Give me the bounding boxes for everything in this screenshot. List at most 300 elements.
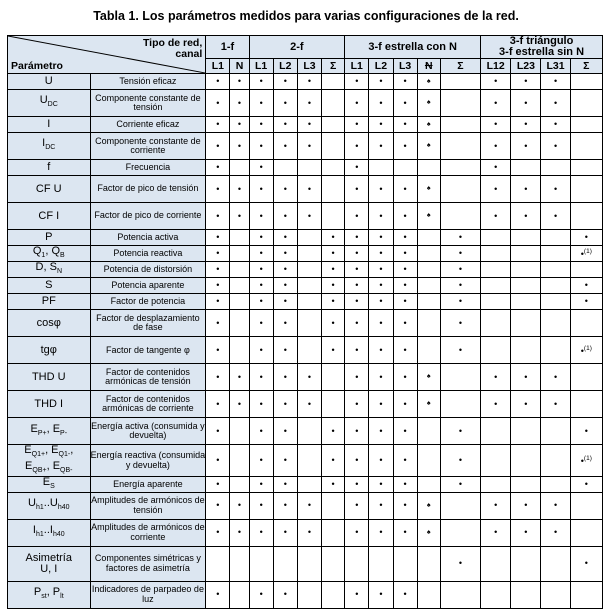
- cell-n-1: [230, 246, 249, 262]
- param-symbol: $I_{h1}..I_{h40}$: [8, 519, 91, 546]
- dot-mark: •: [297, 176, 321, 203]
- dot-mark: •: [511, 492, 541, 519]
- dot-mark: •: [369, 294, 393, 310]
- cell-sum-5: [322, 492, 345, 519]
- cell-n-1: [230, 310, 249, 337]
- dot-mark: •: [369, 418, 393, 445]
- cell-l12-11: [481, 310, 511, 337]
- dot-mark: •: [481, 519, 511, 546]
- cell-sum-14: [570, 262, 602, 278]
- dot-mark: •: [297, 519, 321, 546]
- dot-mark: •: [570, 476, 602, 492]
- dot-mark: •: [393, 278, 417, 294]
- table-row: [8, 203, 603, 230]
- cell-l12-11: [481, 262, 511, 278]
- param-description: Factor de tangente φ: [90, 337, 206, 364]
- dot-mark: •: [541, 391, 570, 418]
- dot-mark: •: [481, 90, 511, 117]
- param-description: Energía activa (consumida y devuelta): [90, 418, 206, 445]
- dot-mark: •: [570, 418, 602, 445]
- dot-mark: •: [481, 74, 511, 90]
- dot-mark: •: [273, 278, 297, 294]
- cell-n-9: [417, 476, 440, 492]
- cell-l23-12: [511, 278, 541, 294]
- cell-l3-8: [393, 546, 417, 581]
- dot-mark: •: [345, 310, 369, 337]
- dot-mark: •: [273, 391, 297, 418]
- group-1f: 1-f: [206, 36, 249, 59]
- cell-sum-14: [570, 74, 602, 90]
- cell-l12-11: [481, 581, 511, 608]
- dot-mark: •: [249, 262, 273, 278]
- dot-mark: •: [206, 445, 230, 476]
- table-row: [8, 160, 603, 176]
- dot-mark: •: [369, 476, 393, 492]
- dot-mark: •: [345, 294, 369, 310]
- channel-header-2: L1: [249, 59, 273, 74]
- dot-mark: •: [345, 176, 369, 203]
- dot-mark: •: [393, 230, 417, 246]
- cell-sum-10: [440, 90, 480, 117]
- dot-mark: •: [541, 74, 570, 90]
- cell-n-9: [417, 294, 440, 310]
- cell-sum-5: [322, 90, 345, 117]
- dot-mark: •: [345, 581, 369, 608]
- param-symbol: Asimetría U, I: [8, 546, 91, 581]
- dot-mark: •: [345, 160, 369, 176]
- cell-sum-14: [570, 519, 602, 546]
- cell-l31-13: [541, 310, 570, 337]
- dot-mark: •: [570, 230, 602, 246]
- table-row: [8, 262, 603, 278]
- dot-mark: •: [206, 310, 230, 337]
- cell-l3-4: [297, 337, 321, 364]
- table-row: [8, 581, 603, 608]
- dot-mark: •: [369, 337, 393, 364]
- param-symbol: cosφ: [8, 310, 91, 337]
- channel-header-3: L2: [273, 59, 297, 74]
- dot-mark: •: [273, 492, 297, 519]
- table-row: [8, 546, 603, 581]
- dot-mark: •: [206, 160, 230, 176]
- table-row: [8, 294, 603, 310]
- dot-mark: •: [511, 117, 541, 133]
- param-symbol: P: [8, 230, 91, 246]
- dot-mark: •: [369, 117, 393, 133]
- dot-mark: •: [345, 117, 369, 133]
- dot-mark: •: [345, 230, 369, 246]
- cell-sum-10: [440, 160, 480, 176]
- param-description: Potencia aparente: [90, 278, 206, 294]
- cell-sum-10: [440, 133, 480, 160]
- cell-sum-5: [322, 364, 345, 391]
- dot-mark: •: [206, 519, 230, 546]
- cell-l12-11: [481, 418, 511, 445]
- dot-mark: •: [230, 176, 249, 203]
- param-symbol: $Q_1$, $Q_B$: [8, 246, 91, 262]
- dot-mark: •: [440, 278, 480, 294]
- param-description: Factor de potencia: [90, 294, 206, 310]
- dot-mark: •: [249, 133, 273, 160]
- dot-mark: •: [273, 337, 297, 364]
- cell-sum-10: [440, 117, 480, 133]
- cell-l23-12: [511, 445, 541, 476]
- param-description: Amplitudes de armónicos de corriente: [90, 519, 206, 546]
- dot-mark: •: [230, 90, 249, 117]
- dot-mark: •: [541, 90, 570, 117]
- dot-mark: •: [297, 74, 321, 90]
- cell-l31-13: [541, 418, 570, 445]
- dot-mark: •: [297, 391, 321, 418]
- spade-mark: ♠: [417, 391, 440, 418]
- dot-mark: •: [206, 90, 230, 117]
- dot-mark: •: [297, 133, 321, 160]
- dot-mark: •: [322, 230, 345, 246]
- dot-mark: •: [393, 203, 417, 230]
- cell-l3-4: [297, 230, 321, 246]
- cell-sum-14: [570, 117, 602, 133]
- cell-l31-13: [541, 581, 570, 608]
- cell-sum-14: [570, 176, 602, 203]
- cell-l3-4: [297, 310, 321, 337]
- param-description: Indicadores de parpadeo de luz: [90, 581, 206, 608]
- dot-mark: •: [322, 418, 345, 445]
- channel-header-11: L12: [481, 59, 511, 74]
- dot-mark: •: [206, 203, 230, 230]
- group-3f-delta-line1: 3-f triángulo: [509, 35, 574, 47]
- dot-mark: •: [273, 364, 297, 391]
- dot-mark: •: [440, 546, 480, 581]
- channel-header-7: L2: [369, 59, 393, 74]
- dot-mark: •: [249, 74, 273, 90]
- dot-mark: •: [393, 176, 417, 203]
- cell-l31-13: [541, 546, 570, 581]
- dot-mark: •: [206, 176, 230, 203]
- dot-footnote-mark: •$^{(1)}$: [570, 445, 602, 476]
- cell-n-9: [417, 546, 440, 581]
- cell-l23-12: [511, 476, 541, 492]
- dot-mark: •: [345, 246, 369, 262]
- spade-mark: ♠: [417, 74, 440, 90]
- cell-l23-12: [511, 337, 541, 364]
- dot-mark: •: [511, 364, 541, 391]
- dot-mark: •: [345, 90, 369, 117]
- cell-n-1: [230, 230, 249, 246]
- dot-mark: •: [206, 74, 230, 90]
- dot-mark: •: [440, 262, 480, 278]
- cell-l12-11: [481, 476, 511, 492]
- cell-sum-10: [440, 519, 480, 546]
- cell-sum-10: [440, 74, 480, 90]
- dot-mark: •: [481, 133, 511, 160]
- dot-mark: •: [322, 262, 345, 278]
- cell-sum-14: [570, 203, 602, 230]
- dot-mark: •: [369, 391, 393, 418]
- dot-mark: •: [273, 310, 297, 337]
- dot-mark: •: [345, 133, 369, 160]
- cell-l2-7: [369, 160, 393, 176]
- dot-mark: •: [393, 391, 417, 418]
- dot-mark: •: [249, 160, 273, 176]
- param-symbol: THD I: [8, 391, 91, 418]
- dot-mark: •: [369, 581, 393, 608]
- dot-mark: •: [369, 203, 393, 230]
- dot-mark: •: [570, 278, 602, 294]
- dot-mark: •: [570, 294, 602, 310]
- dot-mark: •: [322, 278, 345, 294]
- dot-mark: •: [345, 476, 369, 492]
- cell-sum-5: [322, 176, 345, 203]
- dot-mark: •: [511, 203, 541, 230]
- cell-n-9: [417, 445, 440, 476]
- cell-l12-11: [481, 230, 511, 246]
- spade-mark: ♠: [417, 117, 440, 133]
- dot-mark: •: [369, 246, 393, 262]
- dot-mark: •: [206, 337, 230, 364]
- channel-header-13: L31: [541, 59, 570, 74]
- network-type-line1: Tipo de red,: [142, 37, 203, 49]
- cell-sum-5: [322, 133, 345, 160]
- dot-mark: •: [393, 492, 417, 519]
- param-description: Factor de pico de tensión: [90, 176, 206, 203]
- dot-mark: •: [345, 364, 369, 391]
- param-description: Factor de contenidos armónicas de corriente: [90, 391, 206, 418]
- dot-mark: •: [273, 476, 297, 492]
- cell-sum-14: [570, 492, 602, 519]
- param-description: Energía aparente: [90, 476, 206, 492]
- cell-n-9: [417, 581, 440, 608]
- dot-mark: •: [273, 262, 297, 278]
- cell-l31-13: [541, 246, 570, 262]
- table-row: [8, 337, 603, 364]
- group-3f-delta: [481, 36, 603, 59]
- param-symbol: U: [8, 74, 91, 90]
- dot-mark: •: [273, 133, 297, 160]
- cell-l31-13: [541, 337, 570, 364]
- channel-header-5: Σ: [322, 59, 345, 74]
- dot-mark: •: [511, 90, 541, 117]
- dot-mark: •: [206, 262, 230, 278]
- dot-mark: •: [541, 364, 570, 391]
- cell-n-9: [417, 418, 440, 445]
- dot-mark: •: [481, 364, 511, 391]
- dot-mark: •: [345, 445, 369, 476]
- dot-mark: •: [393, 294, 417, 310]
- cell-n-9: [417, 230, 440, 246]
- dot-mark: •: [345, 391, 369, 418]
- dot-mark: •: [249, 418, 273, 445]
- network-type-label: [143, 38, 202, 60]
- dot-mark: •: [345, 418, 369, 445]
- dot-mark: •: [297, 203, 321, 230]
- table-row: [8, 246, 603, 262]
- cell-l3-4: [297, 476, 321, 492]
- dot-mark: •: [249, 391, 273, 418]
- dot-mark: •: [393, 133, 417, 160]
- dot-mark: •: [206, 294, 230, 310]
- spade-mark: ♠: [417, 176, 440, 203]
- parameter-label: Parámetro: [11, 60, 63, 72]
- network-type-line2: canal: [175, 48, 203, 60]
- dot-mark: •: [541, 117, 570, 133]
- cell-l1-2: [249, 546, 273, 581]
- dot-mark: •: [393, 337, 417, 364]
- cell-sum-10: [440, 492, 480, 519]
- dot-mark: •: [393, 90, 417, 117]
- channel-header-8: L3: [393, 59, 417, 74]
- table-row: [8, 74, 603, 90]
- cell-n-9: [417, 278, 440, 294]
- cell-sum-10: [440, 364, 480, 391]
- group-3f-delta-line2: 3-f estrella sin N: [499, 46, 585, 58]
- dot-mark: •: [369, 74, 393, 90]
- dot-mark: •: [440, 230, 480, 246]
- dot-mark: •: [345, 203, 369, 230]
- dot-mark: •: [297, 90, 321, 117]
- cell-sum-10: [440, 176, 480, 203]
- dot-mark: •: [230, 492, 249, 519]
- cell-l31-13: [541, 230, 570, 246]
- cell-n-1: [230, 445, 249, 476]
- dot-mark: •: [206, 117, 230, 133]
- cell-l23-12: [511, 230, 541, 246]
- dot-mark: •: [369, 230, 393, 246]
- table-row: [8, 476, 603, 492]
- cell-sum-14: [570, 364, 602, 391]
- channel-header-1: N: [230, 59, 249, 74]
- param-symbol: CF U: [8, 176, 91, 203]
- dot-mark: •: [206, 246, 230, 262]
- param-description: Amplitudes de armónicos de tensión: [90, 492, 206, 519]
- dot-mark: •: [345, 492, 369, 519]
- cell-l23-12: [511, 294, 541, 310]
- param-description: Componente constante de tensión: [90, 90, 206, 117]
- param-symbol: $E_{Q1+}$, $E_{Q1-}$, $E_{QB+}$, $E_{QB-}$: [8, 445, 91, 476]
- cell-sum-5: [322, 117, 345, 133]
- dot-mark: •: [393, 364, 417, 391]
- cell-l23-12: [511, 262, 541, 278]
- table-row: [8, 176, 603, 203]
- param-description: Componentes simétricas y factores de asimetría: [90, 546, 206, 581]
- cell-sum-10: [440, 391, 480, 418]
- param-description: Tensión eficaz: [90, 74, 206, 90]
- spade-mark: ♠: [417, 203, 440, 230]
- cell-l23-12: [511, 581, 541, 608]
- table-caption: Tabla 1. Los parámetros medidos para varias configuraciones de la red.: [93, 9, 519, 23]
- cell-sum-5: [322, 203, 345, 230]
- dot-mark: •: [249, 176, 273, 203]
- cell-l2-3: [273, 546, 297, 581]
- dot-mark: •: [541, 176, 570, 203]
- cell-l31-13: [541, 294, 570, 310]
- cell-sum-14: [570, 310, 602, 337]
- dot-mark: •: [273, 294, 297, 310]
- param-symbol: I: [8, 117, 91, 133]
- dot-mark: •: [230, 519, 249, 546]
- cell-n-1: [230, 476, 249, 492]
- cell-l3-4: [297, 262, 321, 278]
- dot-mark: •: [273, 519, 297, 546]
- dot-mark: •: [393, 476, 417, 492]
- cell-sum-14: [570, 160, 602, 176]
- dot-mark: •: [249, 337, 273, 364]
- dot-mark: •: [206, 418, 230, 445]
- dot-mark: •: [273, 418, 297, 445]
- dot-mark: •: [481, 492, 511, 519]
- dot-mark: •: [249, 230, 273, 246]
- dot-mark: •: [273, 230, 297, 246]
- dot-mark: •: [297, 117, 321, 133]
- param-symbol: $U_{DC}$: [8, 90, 91, 117]
- param-description: Corriente eficaz: [90, 117, 206, 133]
- param-description: Potencia activa: [90, 230, 206, 246]
- dot-mark: •: [369, 445, 393, 476]
- param-description: Potencia reactiva: [90, 246, 206, 262]
- dot-mark: •: [481, 117, 511, 133]
- dot-mark: •: [369, 364, 393, 391]
- table-row: [8, 391, 603, 418]
- cell-l2-3: [273, 160, 297, 176]
- spade-mark: ♠: [417, 133, 440, 160]
- dot-mark: •: [481, 203, 511, 230]
- param-symbol: $E_{P+}$, $E_{P-}$: [8, 418, 91, 445]
- param-symbol: $U_{h1}..U_{h40}$: [8, 492, 91, 519]
- dot-mark: •: [481, 176, 511, 203]
- channel-header-4: L3: [297, 59, 321, 74]
- cell-n-9: [417, 337, 440, 364]
- dot-mark: •: [369, 492, 393, 519]
- cell-l12-11: [481, 546, 511, 581]
- dot-mark: •: [369, 310, 393, 337]
- channel-header-12: L23: [511, 59, 541, 74]
- cell-l23-12: [511, 246, 541, 262]
- dot-mark: •: [249, 310, 273, 337]
- param-symbol: $I_{DC}$: [8, 133, 91, 160]
- cell-l23-12: [511, 310, 541, 337]
- dot-mark: •: [481, 160, 511, 176]
- dot-mark: •: [440, 476, 480, 492]
- cell-n-1: [230, 160, 249, 176]
- dot-mark: •: [206, 476, 230, 492]
- cell-l1-6: [345, 546, 369, 581]
- cell-l3-4: [297, 418, 321, 445]
- group-3f-star-n: 3-f estrella con N: [345, 36, 481, 59]
- cell-sum-5: [322, 74, 345, 90]
- dot-mark: •: [230, 364, 249, 391]
- cell-l1-0: [206, 546, 230, 581]
- dot-mark: •: [206, 364, 230, 391]
- dot-mark: •: [273, 176, 297, 203]
- table-row: [8, 278, 603, 294]
- dot-mark: •: [322, 476, 345, 492]
- dot-mark: •: [206, 133, 230, 160]
- dot-mark: •: [322, 294, 345, 310]
- dot-mark: •: [393, 519, 417, 546]
- dot-mark: •: [249, 117, 273, 133]
- dot-mark: •: [206, 278, 230, 294]
- param-description: Factor de pico de corriente: [90, 203, 206, 230]
- table-row: [8, 230, 603, 246]
- dot-mark: •: [249, 492, 273, 519]
- table-row: [8, 310, 603, 337]
- dot-mark: •: [345, 519, 369, 546]
- dot-mark: •: [393, 581, 417, 608]
- dot-mark: •: [541, 133, 570, 160]
- table-row: [8, 133, 603, 160]
- dot-mark: •: [393, 74, 417, 90]
- dot-mark: •: [541, 203, 570, 230]
- dot-footnote-mark: •$^{(1)}$: [570, 246, 602, 262]
